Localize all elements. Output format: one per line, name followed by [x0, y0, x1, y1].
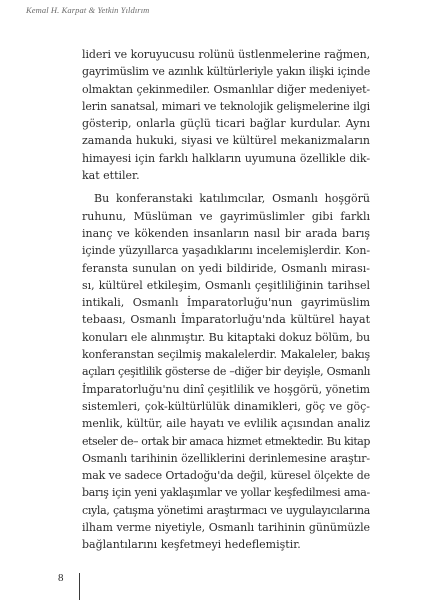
text-line: bağlantılarını keşfetmeyi hedeflemiştir.: [82, 538, 301, 552]
text-line: etseler de– ortak bir amaca hizmet etmektedir. Bu kitap: [82, 434, 370, 448]
body-text: [82, 46, 370, 554]
text-line: menlik, kültür, aile hayatı ve evlilik açısından analiz: [82, 417, 370, 431]
text-line: gösterip, onlarla güçlü ticari bağlar kurdular. Aynı: [82, 117, 370, 131]
footer-rule: [79, 573, 80, 600]
text-line: feransta sunulan on yedi bildiride, Osmanlı mirası-: [82, 261, 370, 275]
text-line: cıyla, çatışma yönetimi araştırmacı ve uygulayıcılarına: [82, 503, 370, 517]
text-line: himayesi için farklı halkların uyumuna özellikle dik-: [82, 151, 370, 165]
running-head: Kemal H. Karpat & Yetkin Yıldırım: [26, 5, 150, 15]
text-line: Osmanlı tarihinin özelliklerini derinlemesine araştır-: [82, 451, 370, 465]
text-line: konuları ele alınmıştır. Bu kitaptaki dokuz bölüm, bu: [82, 330, 370, 344]
page-number: 8: [58, 572, 64, 584]
text-line: inanç ve kökenden insanların nasıl bir arada barış: [82, 226, 370, 240]
text-line: açıları çeşitlilik gösterse de –diğer bir deyişle, Osmanlı: [82, 365, 370, 379]
text-line: konferanstan seçilmiş makalelerdir. Makaleler, bakış: [82, 348, 370, 362]
text-line: lerin sanatsal, mimari ve teknolojik gelişmelerine ilgi: [82, 99, 370, 113]
text-line: Bu konferanstaki katılımcılar, Osmanlı hoşgörü: [94, 192, 370, 206]
text-line: olmaktan çekinmediler. Osmanlılar diğer medeniyet-: [82, 82, 370, 96]
text-line: sistemleri, çok-kültürlülük dinamikleri, göç ve göç-: [82, 399, 370, 413]
text-line: ilham verme niyetiyle, Osmanlı tarihinin günümüzle: [82, 521, 370, 535]
text-line: barış için yeni yaklaşımlar ve yollar keşfedilmesi ama-: [82, 486, 370, 500]
text-line: gayrimüslim ve azınlık kültürleriyle yakın ilişki içinde: [82, 65, 370, 79]
text-line: sı, kültürel etkileşim, Osmanlı çeşitliliğinin tarihsel: [82, 278, 370, 292]
paragraph-2: [82, 190, 370, 553]
paragraph-1: [82, 46, 370, 184]
text-line: içinde yüzyıllarca yaşadıklarını incelemişlerdir. Kon-: [82, 244, 370, 258]
text-line: İmparatorluğu'nu dinî çeşitlilik ve hoşgörü, yönetim: [82, 382, 370, 396]
text-line: tebaası, Osmanlı İmparatorluğu'nda kültürel hayat: [82, 313, 370, 327]
text-line: ruhunu, Müslüman ve gayrimüslimler gibi farklı: [82, 209, 370, 223]
text-line: zamanda hukuki, siyasi ve kültürel mekanizmaların: [82, 134, 370, 148]
text-line: mak ve sadece Ortadoğu'da değil, küresel ölçekte de: [82, 469, 370, 483]
text-line: lideri ve koruyucusu rolünü üstlenmelerine rağmen,: [82, 48, 370, 61]
text-line: kat ettiler.: [82, 169, 140, 183]
text-line: intikali, Osmanlı İmparatorluğu'nun gayrimüslim: [82, 296, 370, 310]
